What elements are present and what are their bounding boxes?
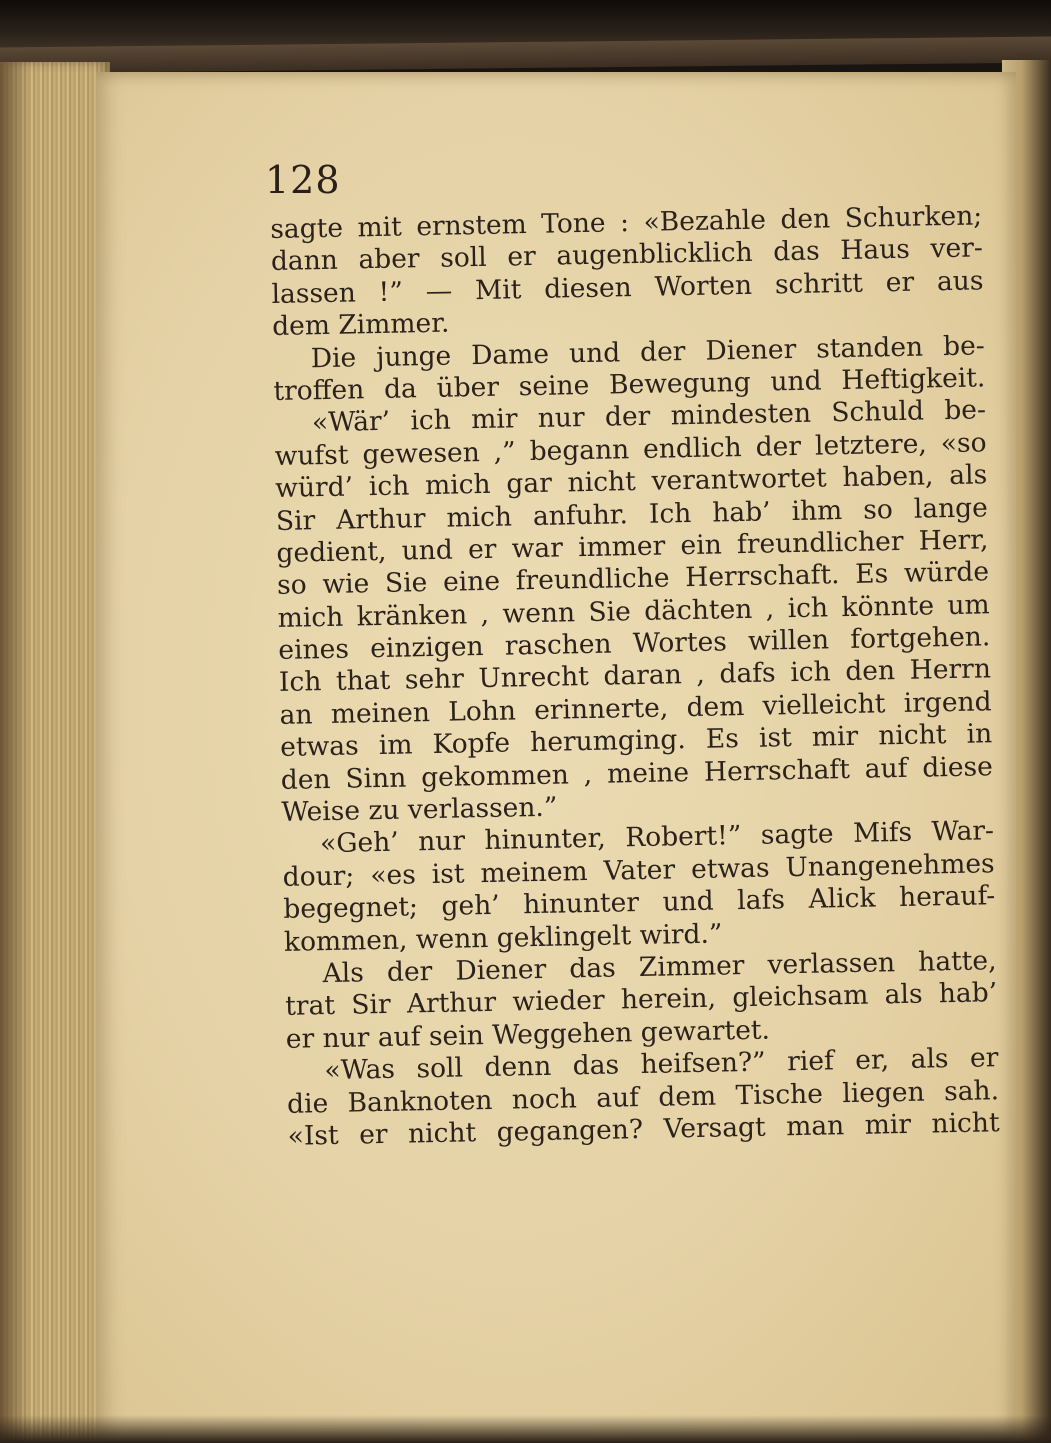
text-line: gedient, und er war immer ein freundlicher Herr, bbox=[276, 524, 989, 569]
bottom-shadow bbox=[0, 1415, 1051, 1443]
text-line: an meinen Lohn erinnerte, dem vielleicht irgend bbox=[279, 686, 992, 731]
text-line: Als der Diener das Zimmer verlassen hatte, bbox=[322, 945, 997, 990]
text-line: die Banknoten noch auf dem Tische liegen sah. bbox=[286, 1074, 1000, 1120]
text-line: «Wär’ ich mir nur der mindesten Schuld be- bbox=[311, 394, 987, 439]
text-line: Ich that sehr Unrecht daran , dafs ich den Herrn bbox=[278, 653, 992, 699]
text-line: «Was soll denn das heifsen?” rief er, als er bbox=[324, 1042, 999, 1087]
text-line: mich kränken , wenn Sie dächten , ich könnte um bbox=[277, 588, 990, 634]
text-line: wufst gewesen ,” begann endlich der letztere, «so bbox=[274, 427, 987, 472]
text-line: Sir Arthur mich anfuhr. Ich hab’ ihm so lange bbox=[275, 491, 989, 537]
text-line: Die junge Dame und der Diener standen be- bbox=[310, 329, 985, 374]
text-line: so wie Sie eine freundliche Herrschaft. Es würde bbox=[276, 556, 990, 602]
text-line: er nur auf sein Weggehen gewartet. bbox=[285, 1014, 771, 1055]
page-number: 128 bbox=[265, 158, 341, 202]
text-line: lassen !” — Mit diesen Worten schritt er aus bbox=[271, 265, 984, 310]
text-line: etwas im Kopfe herumging. Es ist mir nicht in bbox=[279, 718, 993, 764]
text-line: würd’ ich mich gar nicht verantwortet haben, als bbox=[274, 459, 988, 505]
text-line: eines einzigen raschen Wortes willen fortgehen. bbox=[278, 621, 991, 666]
page-edges-shadow bbox=[0, 62, 30, 1443]
text-line: «Ist er nicht gegangen? Versagt man mir nicht bbox=[287, 1107, 1000, 1152]
text-line: trat Sir Arthur wieder herein, gleichsam als hab’ bbox=[284, 977, 998, 1023]
text-line: dann aber soll er augenblicklich das Haus ver- bbox=[270, 232, 984, 278]
text-line: begegnet; geh’ hinunter und lafs Alick herauf- bbox=[283, 880, 996, 926]
text-line: dour; «es ist meinem Vater etwas Unangenehmes bbox=[282, 848, 995, 893]
text-line: dem Zimmer. bbox=[271, 307, 450, 343]
text-line: «Geh’ nur hinunter, Robert!” sagte Mifs War- bbox=[319, 815, 995, 860]
text-line: den Sinn gekommen , meine Herrschaft auf diese bbox=[280, 750, 994, 796]
text-line: Weise zu verlassen.” bbox=[281, 791, 558, 828]
page-text-block bbox=[270, 200, 1000, 1153]
text-line: sagte mit ernstem Tone : «Bezahle den Schurken; bbox=[270, 200, 983, 245]
text-line: troffen da über seine Bewegung und Heftigkeit. bbox=[273, 362, 986, 407]
text-line: kommen, wenn geklingelt wird.” bbox=[283, 918, 723, 958]
